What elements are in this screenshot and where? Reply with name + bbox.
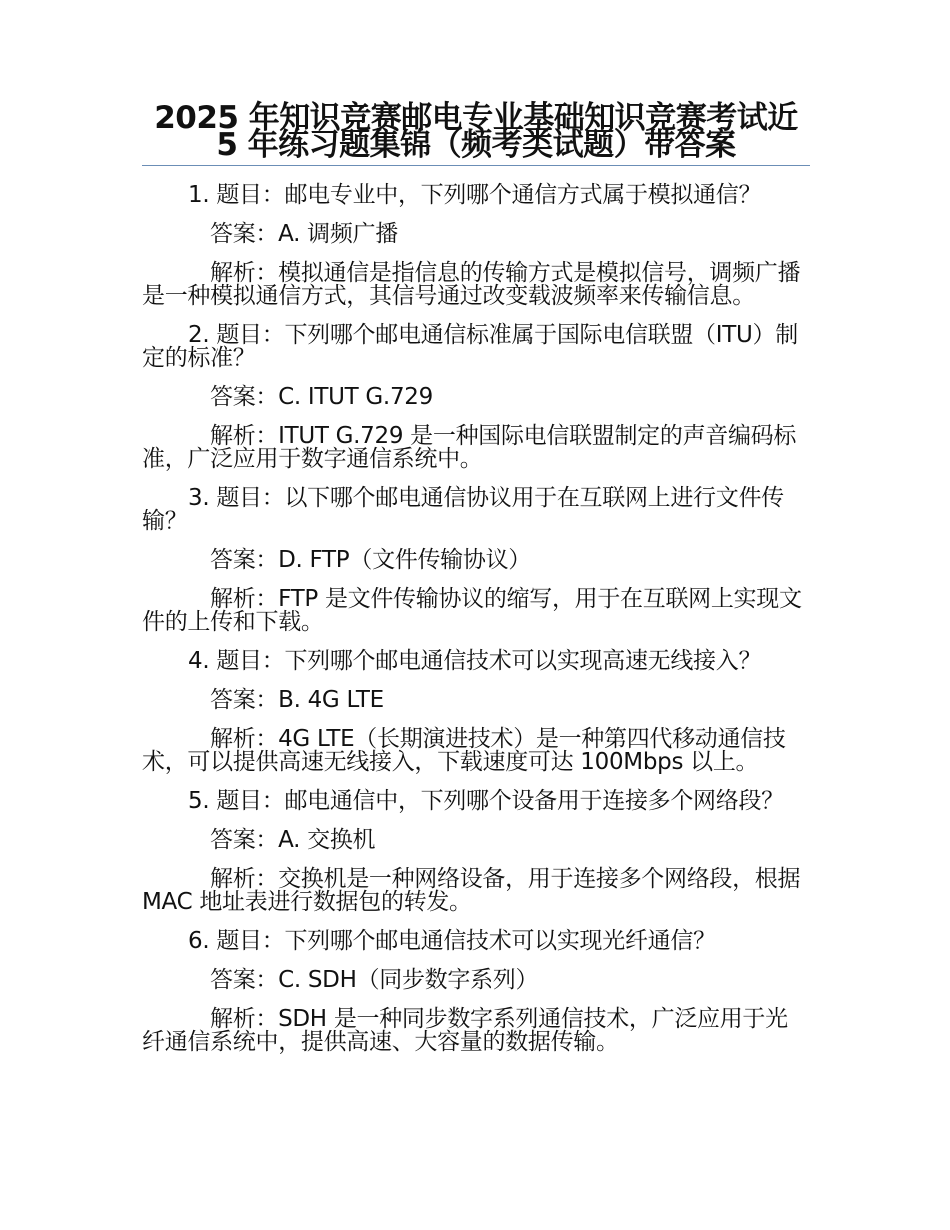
question-list <box>142 184 810 1054</box>
question-item <box>142 650 810 774</box>
answer-text: 答案：C. SDH（同步数字系列） <box>210 967 539 993</box>
question-item <box>142 790 810 914</box>
question-item <box>142 487 810 634</box>
explanation-text: 解析：交换机是一种网络设备，用于连接多个网络段，根据 MAC 地址表进行数据包的转发。 <box>142 866 801 915</box>
question-item <box>142 324 810 471</box>
explanation-text: 解析：模拟通信是指信息的传输方式是模拟信号，调频广播是一种模拟通信方式，其信号通过改变载波频率来传输信息。 <box>142 260 801 309</box>
question-text: 3. 题目：以下哪个邮电通信协议用于在互联网上进行文件传输？ <box>142 485 784 534</box>
question-text: 2. 题目：下列哪个邮电通信标准属于国际电信联盟（ITU）制定的标准？ <box>142 322 798 371</box>
explanation-text: 解析：ITUT G.729 是一种国际电信联盟制定的声音编码标准，广泛应用于数字通信系统中。 <box>142 423 797 472</box>
answer-text: 答案：A. 交换机 <box>210 827 376 853</box>
answer-text: 答案：A. 调频广播 <box>210 221 398 247</box>
explanation-text: 解析：SDH 是一种同步数字系列通信技术，广泛应用于光纤通信系统中，提供高速、大容量的数据传输。 <box>142 1006 788 1055</box>
question-text: 5. 题目：邮电通信中，下列哪个设备用于连接多个网络段？ <box>188 788 784 814</box>
title-divider <box>142 165 810 166</box>
question-text: 6. 题目：下列哪个邮电通信技术可以实现光纤通信？ <box>188 928 716 954</box>
explanation-text: 解析：4G LTE（长期演进技术）是一种第四代移动通信技术，可以提供高速无线接入，下载速度可达 100Mbps 以上。 <box>142 726 786 775</box>
answer-text: 答案：D. FTP（文件传输协议） <box>210 547 531 573</box>
document-title: 2025 年知识竞赛邮电专业基础知识竞赛考试近 5 年练习题集锦（频考类试题）带答案 <box>154 100 798 163</box>
explanation-text: 解析：FTP 是文件传输协议的缩写，用于在互联网上实现文件的上传和下载。 <box>142 586 802 635</box>
answer-text: 答案：B. 4G LTE <box>210 687 384 713</box>
question-text: 1. 题目：邮电专业中，下列哪个通信方式属于模拟通信？ <box>188 182 762 208</box>
question-item <box>142 930 810 1054</box>
question-item <box>142 184 810 308</box>
question-text: 4. 题目：下列哪个邮电通信技术可以实现高速无线接入？ <box>188 648 762 674</box>
answer-text: 答案：C. ITUT G.729 <box>210 384 433 410</box>
